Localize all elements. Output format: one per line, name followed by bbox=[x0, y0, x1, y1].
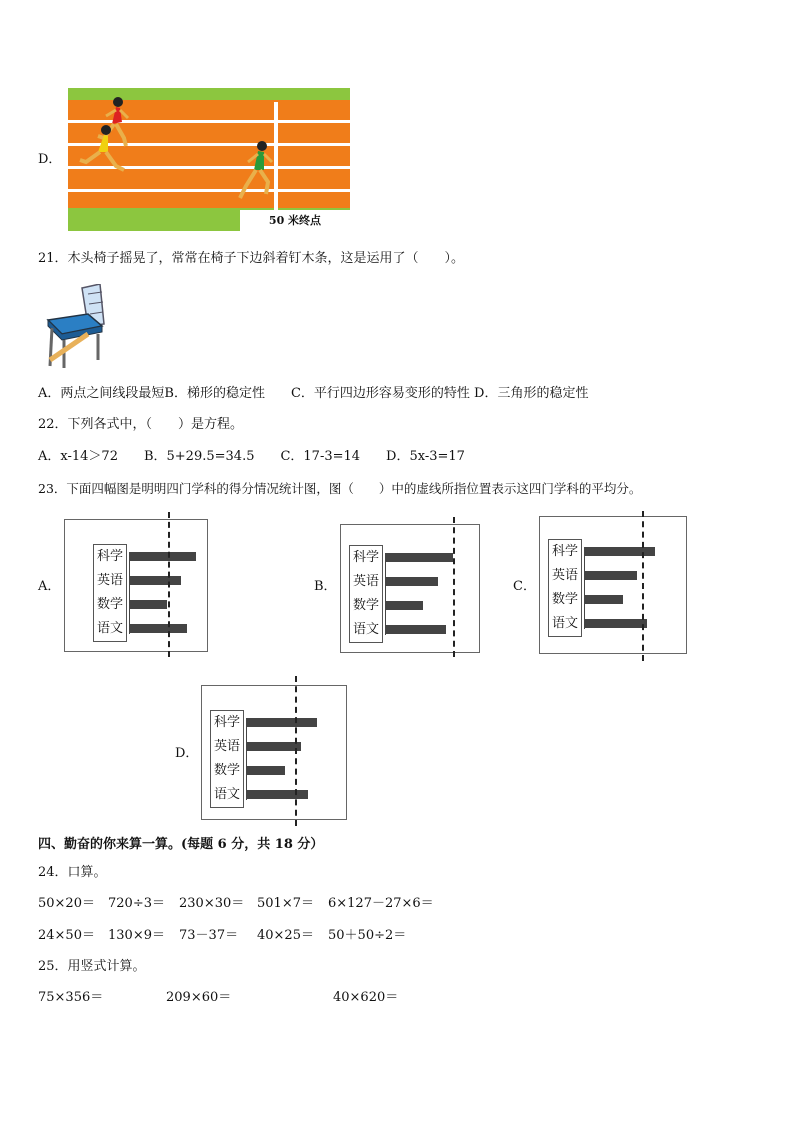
q24-r2-5: 50＋50÷2＝ bbox=[328, 928, 407, 943]
score-bar bbox=[386, 553, 453, 562]
score-bar bbox=[585, 571, 637, 580]
average-dashed-line bbox=[295, 676, 297, 826]
q24-r1-2: 720÷3＝ bbox=[108, 896, 165, 911]
average-dashed-line bbox=[168, 512, 170, 657]
subject-label: 数学 bbox=[96, 597, 123, 612]
q24-r2-4: 40×25＝ bbox=[257, 928, 314, 943]
chart-c bbox=[539, 516, 687, 654]
q21-options: A．两点之间线段最短B．梯形的稳定性 C．平行四边形容易变形的特性 D．三角形的稳定性 bbox=[38, 386, 589, 401]
score-bar bbox=[130, 600, 167, 609]
chair-image bbox=[44, 284, 108, 368]
track-lane bbox=[68, 192, 350, 208]
subject-label-box bbox=[349, 545, 383, 643]
q24-r1-4: 501×7＝ bbox=[257, 896, 314, 911]
subject-label: 英语 bbox=[96, 573, 123, 588]
score-bar bbox=[247, 790, 308, 799]
subject-label-box bbox=[210, 710, 244, 808]
q23-stem: 23．下面四幅图是明明四门学科的得分情况统计图，图（ ）中的虚线所指位置表示这四门学科的平均分。 bbox=[38, 481, 642, 496]
subject-label: 语文 bbox=[551, 616, 578, 631]
score-bar bbox=[130, 624, 187, 633]
subject-label: 英语 bbox=[213, 739, 240, 754]
score-bar bbox=[386, 625, 446, 634]
score-bar bbox=[247, 718, 317, 727]
subject-label: 数学 bbox=[551, 592, 578, 607]
subject-label: 科学 bbox=[213, 715, 240, 730]
subject-label-box bbox=[548, 539, 582, 637]
axis-line bbox=[385, 553, 386, 635]
finish-sign: 50 米终点 bbox=[240, 210, 350, 231]
subject-label: 语文 bbox=[96, 621, 123, 636]
axis-line bbox=[584, 547, 585, 629]
q24-r1-1: 50×20＝ bbox=[38, 896, 95, 911]
chart-b-label: B． bbox=[314, 579, 337, 594]
q25-stem: 25．用竖式计算。 bbox=[38, 959, 146, 974]
score-bar bbox=[585, 619, 647, 628]
q25-item-2: 209×60＝ bbox=[166, 990, 232, 1005]
score-bar bbox=[247, 742, 301, 751]
subject-label: 语文 bbox=[352, 622, 379, 637]
runner-figure-1 bbox=[76, 94, 136, 180]
score-bar bbox=[130, 552, 196, 561]
axis-line bbox=[246, 718, 247, 800]
running-track-image bbox=[68, 88, 350, 231]
chart-d-label: D． bbox=[175, 746, 199, 761]
subject-label: 英语 bbox=[352, 574, 379, 589]
score-bar bbox=[585, 547, 655, 556]
section-4-title: 四、勤奋的你来算一算。(每题 6 分，共 18 分） bbox=[38, 837, 324, 852]
q24-r2-1: 24×50＝ bbox=[38, 928, 95, 943]
score-bar bbox=[386, 577, 438, 586]
q20-option-d-label: D． bbox=[38, 152, 62, 167]
average-dashed-line bbox=[453, 517, 455, 657]
chart-d bbox=[201, 685, 347, 820]
q25-item-1: 75×356＝ bbox=[38, 990, 104, 1005]
chart-a-label: A． bbox=[38, 579, 61, 594]
chart-a bbox=[64, 519, 208, 652]
score-bar bbox=[247, 766, 285, 775]
subject-label: 科学 bbox=[352, 550, 379, 565]
subject-label-box bbox=[93, 544, 127, 642]
score-bar bbox=[585, 595, 623, 604]
q22-stem: 22．下列各式中，（ ）是方程。 bbox=[38, 417, 244, 432]
subject-label: 英语 bbox=[551, 568, 578, 583]
q24-r1-3: 230×30＝ bbox=[179, 896, 245, 911]
chart-c-label: C． bbox=[513, 579, 536, 594]
subject-label: 数学 bbox=[213, 763, 240, 778]
q24-stem: 24．口算。 bbox=[38, 865, 107, 880]
score-bar bbox=[386, 601, 423, 610]
q24-r2-2: 130×9＝ bbox=[108, 928, 165, 943]
q24-r1-5: 6×127－27×6＝ bbox=[328, 896, 434, 911]
runner-figure-2 bbox=[236, 140, 276, 204]
subject-label: 语文 bbox=[213, 787, 240, 802]
subject-label: 科学 bbox=[96, 549, 123, 564]
q24-r2-3: 73－37＝ bbox=[179, 928, 239, 943]
q25-item-3: 40×620＝ bbox=[333, 990, 399, 1005]
chart-b bbox=[340, 524, 480, 653]
q21-stem: 21．木头椅子摇晃了，常常在椅子下边斜着钉木条，这是运用了（ ）。 bbox=[38, 251, 465, 266]
subject-label: 数学 bbox=[352, 598, 379, 613]
subject-label: 科学 bbox=[551, 544, 578, 559]
score-bar bbox=[130, 576, 181, 585]
average-dashed-line bbox=[642, 511, 644, 661]
q22-options: A．x-14＞72 B．5+29.5=34.5 C．17-3=14 D．5x-3=17 bbox=[38, 449, 465, 464]
axis-line bbox=[129, 552, 130, 634]
